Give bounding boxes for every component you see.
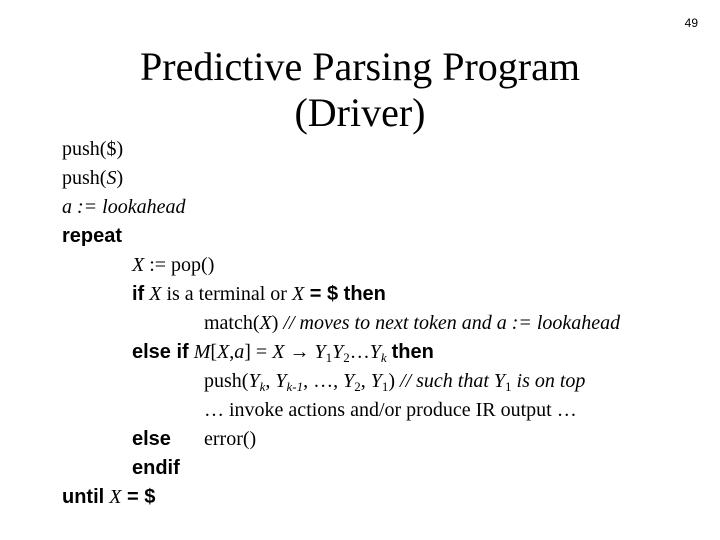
code-variable: X [259, 312, 272, 334]
code-keyword: then [391, 341, 434, 363]
code-subscript: 2 [354, 379, 361, 394]
code-text: [ [210, 341, 218, 363]
code-text: , [229, 341, 235, 363]
code-line-push-rhs [204, 367, 585, 396]
code-variable: Y [332, 341, 344, 363]
code-keyword: repeat [62, 225, 123, 247]
code-text: , [360, 370, 371, 392]
code-subscript: k-1 [286, 379, 304, 394]
code-line-until [62, 483, 155, 512]
code-variable: X [272, 341, 285, 363]
code-text: , [265, 370, 276, 392]
code-subscript: 1 [505, 379, 512, 394]
title-line-1: Predictive Parsing Program [140, 44, 580, 89]
code-variable: Y [369, 341, 381, 363]
code-text: push( [204, 370, 249, 392]
code-variable: X [149, 283, 162, 305]
code-variable: S [106, 167, 117, 189]
code-text: := pop() [144, 254, 215, 276]
code-line-push-s [62, 164, 123, 193]
code-text: ) [116, 167, 124, 189]
code-text: a := lookahead [62, 196, 186, 218]
code-keyword: endif [132, 457, 180, 479]
code-variable: Y [248, 370, 260, 392]
code-keyword: if [132, 283, 145, 305]
code-line-match [204, 309, 620, 338]
code-line-else-if [132, 338, 434, 367]
code-line-if-terminal [132, 280, 386, 309]
code-text: , …, [303, 370, 344, 392]
code-text: ] = [244, 341, 273, 363]
code-text: ) [271, 312, 284, 334]
code-variable: a [234, 341, 245, 363]
code-text: push( [62, 167, 107, 189]
code-keyword: else if [132, 341, 189, 363]
code-variable: X [109, 486, 122, 508]
code-subscript: k [259, 379, 266, 394]
code-line-error [204, 425, 256, 454]
code-subscript: k [380, 350, 387, 365]
code-text: … [349, 341, 370, 363]
code-variable: X [132, 254, 145, 276]
code-keyword: else [132, 428, 171, 450]
code-subscript: 2 [343, 350, 350, 365]
code-line-pop [132, 251, 214, 280]
code-line-else [132, 425, 171, 454]
code-keyword: until [62, 486, 105, 508]
code-variable: X [217, 341, 230, 363]
title-line-2: (Driver) [294, 90, 426, 135]
code-variable: Y [275, 370, 287, 392]
page-number: 49 [684, 16, 698, 30]
code-text: match( [204, 312, 260, 334]
code-subscript: 1 [325, 350, 333, 365]
code-comment: // moves to next token and a := lookahead [283, 312, 621, 334]
arrow-symbol: → [284, 341, 315, 363]
code-variable: M [193, 341, 211, 363]
code-variable: X [291, 283, 305, 305]
code-variable: Y [343, 370, 355, 392]
code-comment: is on top [511, 370, 586, 392]
code-variable: Y [370, 370, 382, 392]
code-line-lookahead [62, 193, 185, 222]
code-text: … invoke actions and/or produce IR output … [204, 399, 577, 421]
code-line-invoke-actions [204, 396, 577, 425]
code-variable: Y [314, 341, 326, 363]
code-keyword: then [343, 283, 386, 305]
code-subscript: 1 [381, 379, 389, 394]
code-comment: // such that [400, 370, 494, 392]
code-symbol: = $ [304, 283, 344, 305]
code-symbol: = $ [121, 486, 156, 508]
code-text: push($) [62, 138, 124, 160]
code-text: is a terminal or [161, 283, 292, 305]
code-text: ) [388, 370, 401, 392]
code-line-repeat [62, 222, 122, 251]
code-line-endif [132, 454, 180, 483]
code-variable: Y [493, 370, 506, 392]
code-text: error() [204, 428, 257, 450]
code-line-push-dollar [62, 135, 123, 164]
slide-title [60, 44, 660, 136]
